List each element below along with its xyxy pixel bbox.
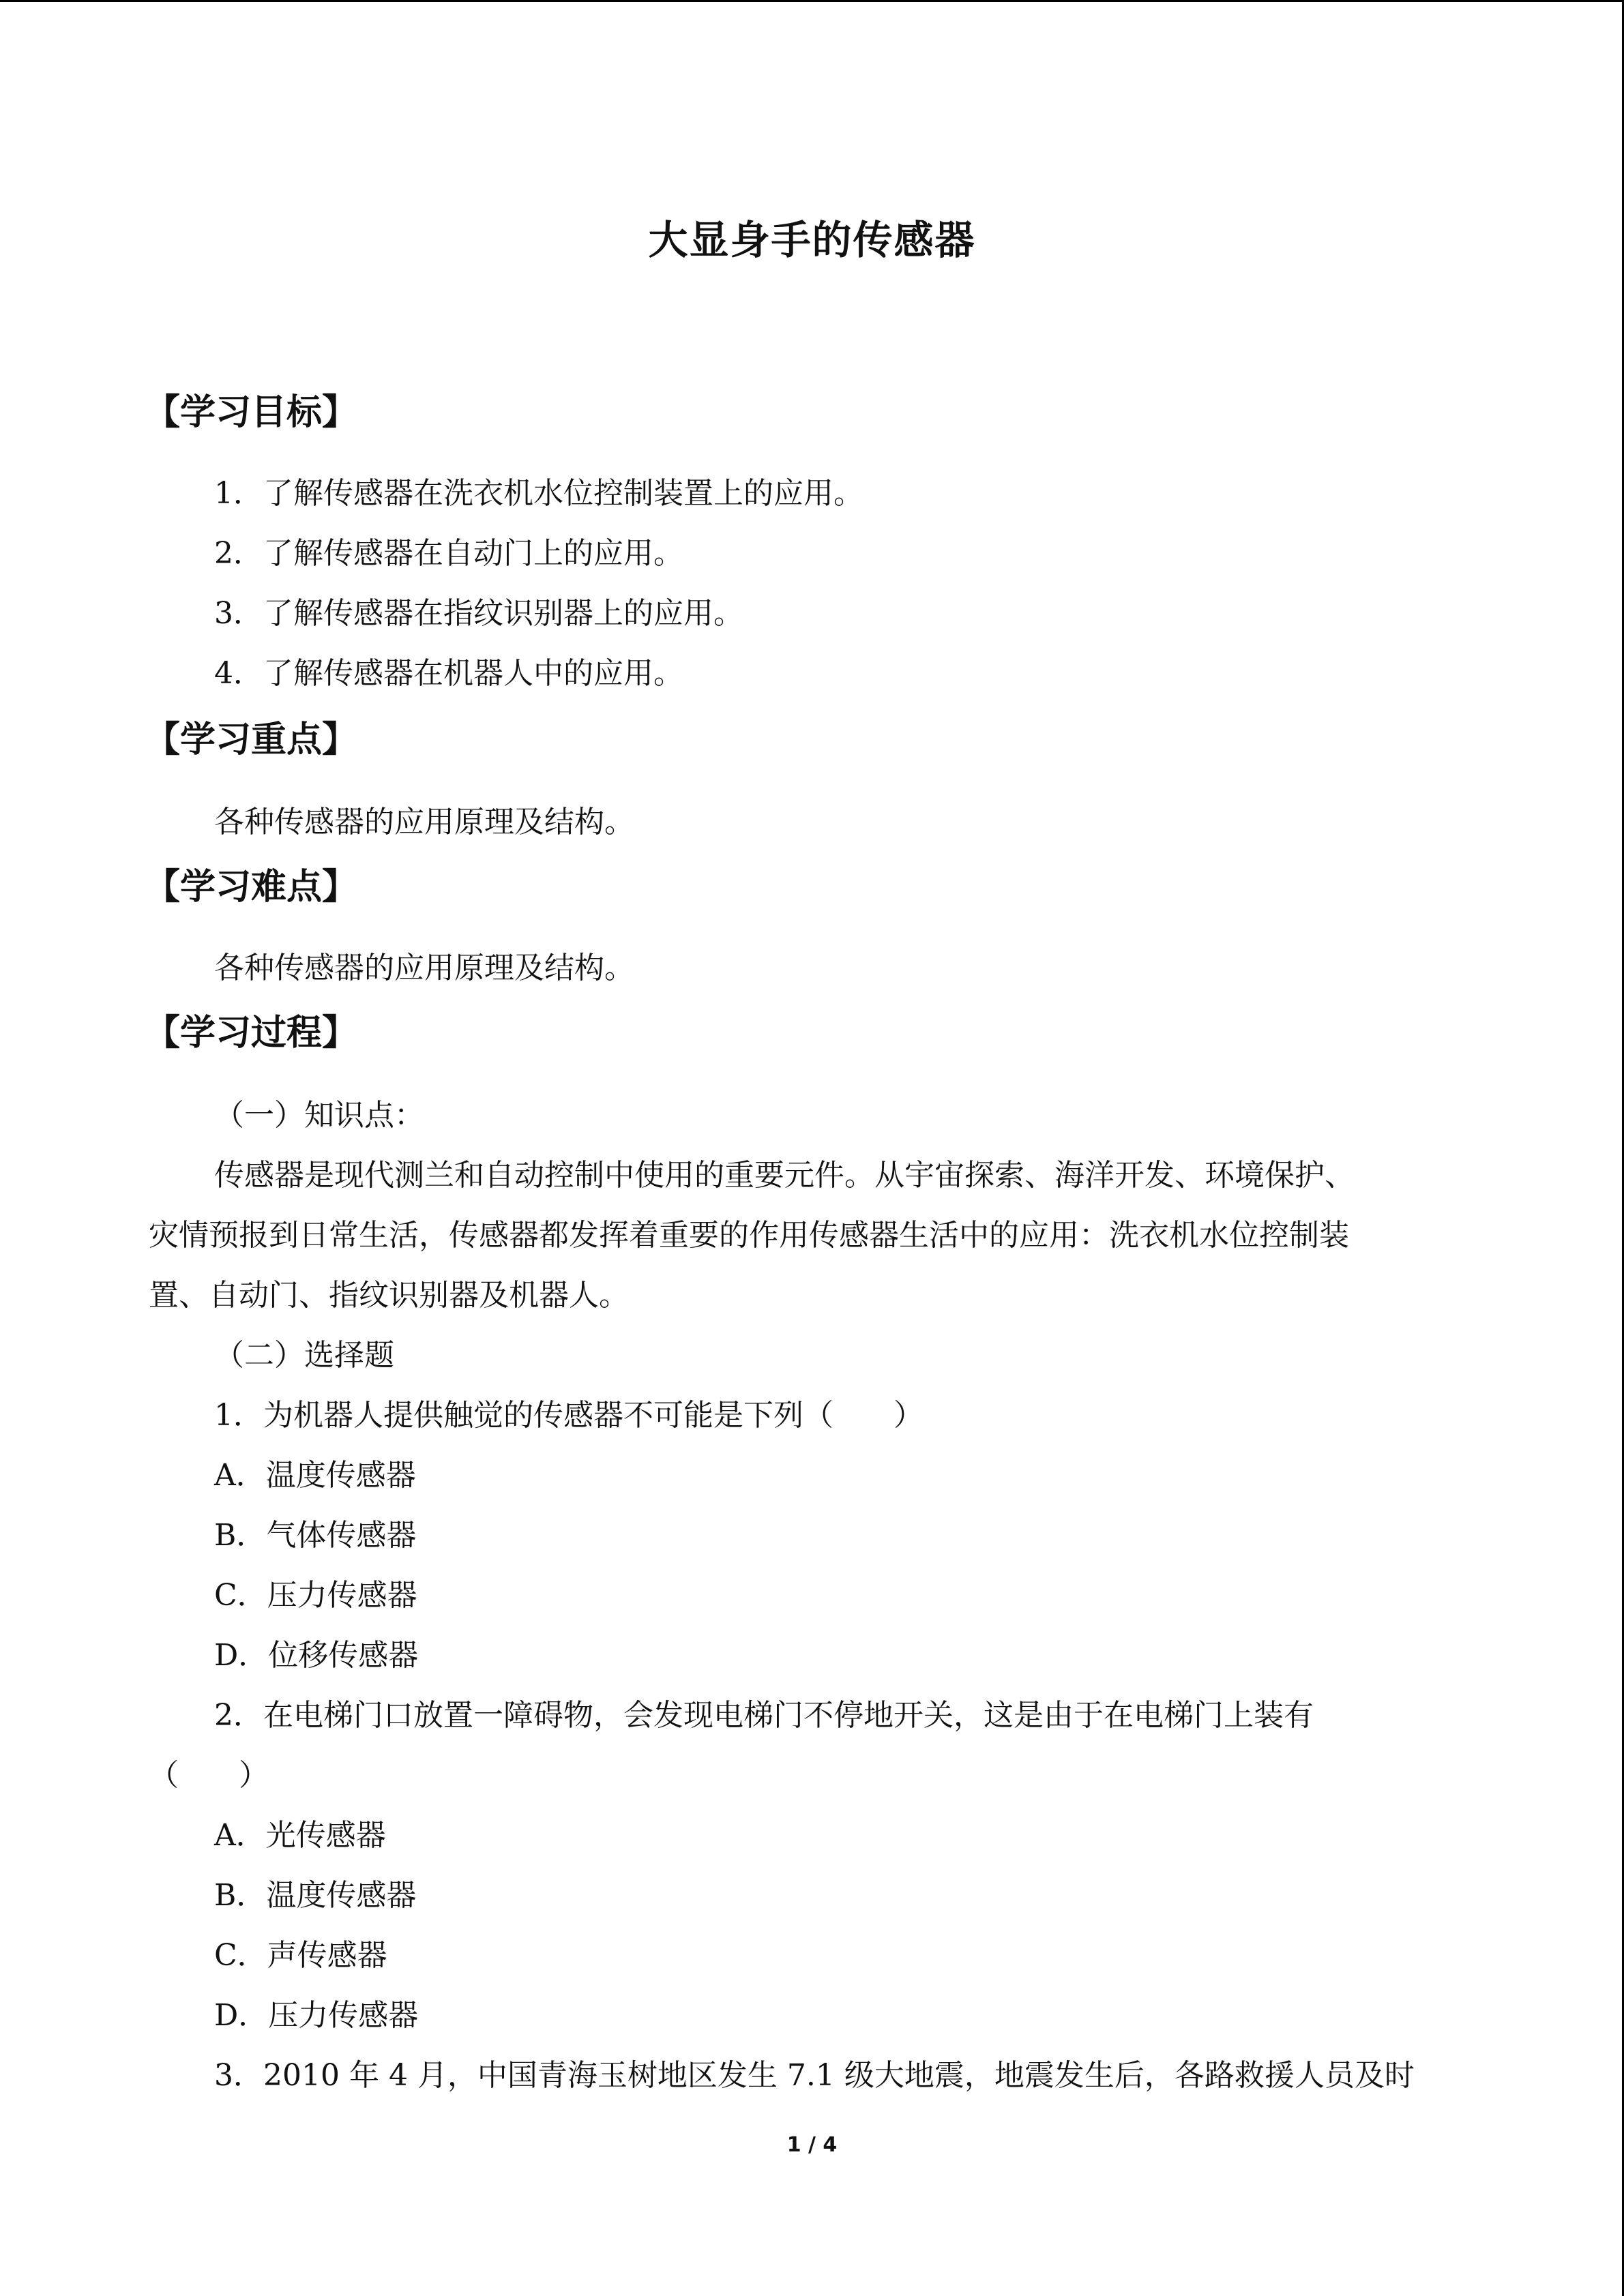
key-points-text: 各种传感器的应用原理及结构。: [214, 805, 634, 839]
question-2-stem: 2．在电梯门口放置一障碍物，会发现电梯门不停地开关，这是由于在电梯门上装有: [214, 1698, 1314, 1733]
choice-label: （二）选择题: [214, 1338, 394, 1373]
goal-item: 1．了解传感器在洗衣机水位控制装置上的应用。: [214, 476, 863, 511]
document-title: 大显身手的传感器: [648, 217, 976, 263]
section-heading-key-points: 【学习重点】: [145, 719, 358, 760]
question-1-option: A．温度传感器: [214, 1458, 416, 1493]
question-1-option: D．位移传感器: [214, 1638, 419, 1673]
question-1-option: C．压力传感器: [214, 1578, 417, 1613]
question-2-option: B．温度传感器: [214, 1878, 417, 1913]
section-heading-difficulties: 【学习难点】: [145, 867, 358, 908]
difficulties-text: 各种传感器的应用原理及结构。: [214, 951, 634, 985]
section-heading-process: 【学习过程】: [145, 1013, 358, 1054]
goal-item: 4．了解传感器在机器人中的应用。: [214, 656, 683, 691]
goal-item: 2．了解传感器在自动门上的应用。: [214, 536, 683, 571]
knowledge-paragraph-line: 置、自动门、指纹识别器及机器人。: [149, 1278, 629, 1313]
knowledge-paragraph-line: 传感器是现代测兰和自动控制中使用的重要元件。从宇宙探索、海洋开发、环境保护、: [214, 1158, 1355, 1193]
question-1-stem: 1．为机器人提供触觉的传感器不可能是下列（ ）: [214, 1398, 924, 1433]
knowledge-label: （一）知识点：: [214, 1098, 424, 1133]
question-2-stem-continued: （ ）: [149, 1758, 269, 1793]
question-1-option: B．气体传感器: [214, 1518, 417, 1553]
question-2-option: D．压力传感器: [214, 1998, 419, 2033]
goal-item: 3．了解传感器在指纹识别器上的应用。: [214, 596, 743, 631]
question-2-option: C．声传感器: [214, 1938, 387, 1973]
question-3-stem: 3．2010 年 4 月，中国青海玉树地区发生 7.1 级大地震，地震发生后，各路救援人员及时: [214, 2058, 1415, 2093]
knowledge-paragraph-line: 灾情预报到日常生活，传感器都发挥着重要的作用传感器生活中的应用：洗衣机水位控制装: [149, 1218, 1349, 1253]
section-heading-goals: 【学习目标】: [145, 392, 358, 433]
page-number: 1 / 4: [786, 2133, 838, 2157]
question-2-option: A．光传感器: [214, 1818, 386, 1853]
